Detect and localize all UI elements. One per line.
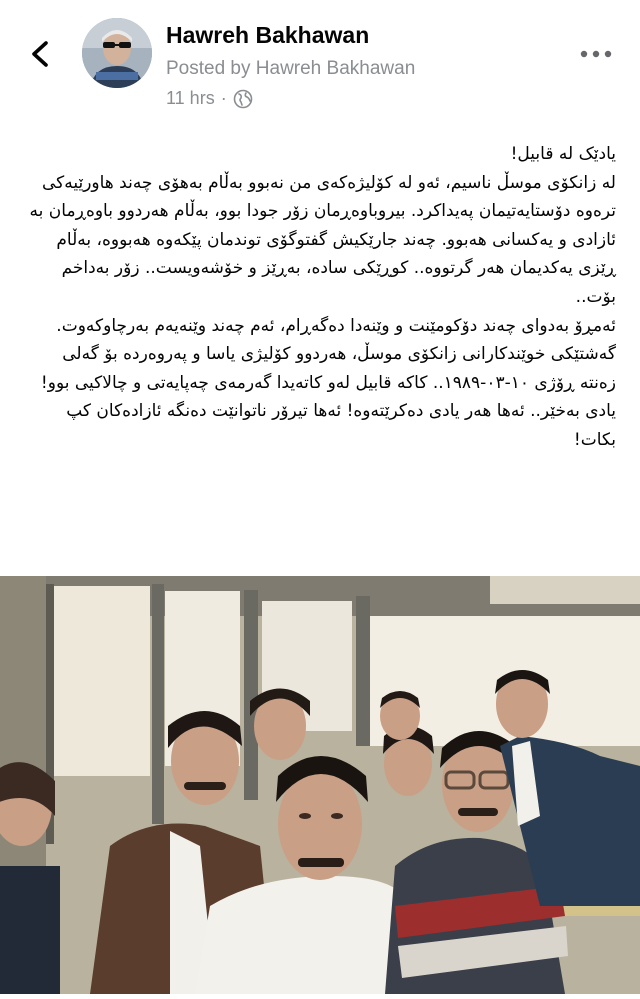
- bus-group-photo: [0, 576, 640, 994]
- avatar[interactable]: [82, 18, 152, 88]
- timestamp[interactable]: 11 hrs: [166, 88, 215, 108]
- avatar-image: [82, 18, 152, 88]
- post-meta: [166, 88, 253, 109]
- globe-icon: [233, 89, 253, 109]
- chevron-left-icon: [22, 34, 62, 74]
- back-button[interactable]: [22, 34, 62, 74]
- author-name[interactable]: Hawreh Bakhawan: [166, 22, 370, 48]
- post-photo[interactable]: [0, 576, 640, 994]
- post-paragraph: ئەمڕۆ بەدوای چەند دۆکومێنت و وێنەدا دەگەڕام، ئەم چەند وێنەیەم بەرچاوکەوت. گەشتێکی خوێندکارانی زانکۆی موسڵ، هەردوو کۆلیژی یاسا و پەروەردە بۆ گەلی زەنتە ڕۆژی ١٠-٠٣-١٩٨٩.. کاکە قابیل لەو کاتەیدا گەرمەی چەپایەتی و چالاکیی بوو! یادی بەخێر.. ئەها هەر یادی دەکرێتەوە! ئەها تیرۆر ناتوانێت دەنگە ئازادەکان کپ بکات!: [40, 315, 616, 450]
- post-header: [0, 0, 640, 120]
- more-horizontal-icon: [576, 40, 616, 68]
- post-body: [28, 140, 616, 455]
- more-options-button[interactable]: [576, 40, 616, 68]
- posted-by-text: Posted by Hawreh Bakhawan: [166, 58, 416, 79]
- meta-separator: ·: [220, 88, 227, 108]
- post-paragraph: یادێک لە قابیل! لە زانکۆی موسڵ ناسیم، ئەو لە کۆلیژەکەی من نەبوو بەڵام بەهۆی چەند هاورێیەکی ترەوە دۆستایەتیمان پەیداکرد. بیروباوەڕمان زۆر جودا بوو، بەڵام هەردوو باوەڕمان بە ئازادی و یەکسانی هەبوو. چەند جارێکیش گفتوگۆی توندمان پێکەوە هەبووە، بەڵام ڕێزی یەکدیمان هەر گرتووە.. کوڕێکی سادە، بەڕێز و خۆشەویست.. زۆر بەداخم بۆت..: [29, 144, 616, 307]
